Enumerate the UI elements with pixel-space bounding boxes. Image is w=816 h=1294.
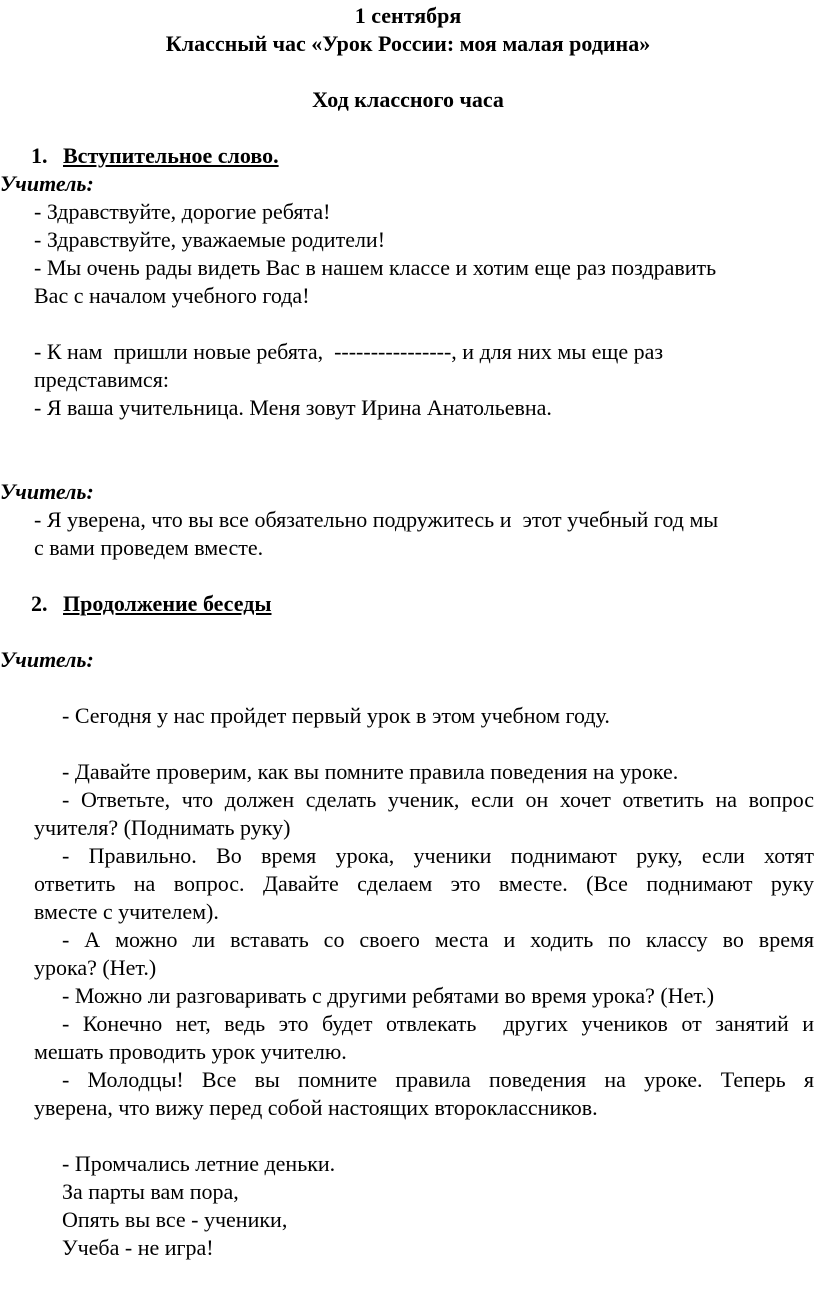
text-line: - Мы очень рады видеть Вас в нашем классе и хотим еще раз поздравить [34,255,717,280]
text-line: уверена, что вижу перед собой настоящих второклассников. [34,1095,598,1120]
text-line: - Можно ли разговаривать с другими ребятами во время урока? (Нет.) [62,983,715,1008]
document-subtitle: Ход классного часа [312,87,504,112]
text-line: представимся: [34,367,169,392]
speaker-label: Учитель: [0,479,94,504]
speaker-label: Учитель: [0,647,94,672]
text-line: - Здравствуйте, уважаемые родители! [34,227,386,252]
poem-line: За парты вам пора, [62,1179,239,1204]
text-line: мешать проводить урок учителю. [34,1039,347,1064]
section-1-heading: Вступительное слово. [63,143,279,168]
text-line: с вами проведем вместе. [34,535,264,560]
document-title: Классный час «Урок России: моя малая родина» [165,31,651,56]
poem-line: - Промчались летние деньки. [62,1151,336,1176]
section-2-heading: Продолжение беседы [63,591,272,616]
speaker-label: Учитель: [0,171,94,196]
text-line: - Давайте проверим, как вы помните правила поведения на уроке. [62,759,679,784]
text-line: - Сегодня у нас пройдет первый урок в этом учебном году. [62,703,610,728]
text-line: - Я ваша учительница. Меня зовут Ирина Анатольевна. [34,395,552,420]
text-line: вместе с учителем). [34,899,219,924]
text-line: - Молодцы! Все вы помните правила поведения на уроке. Теперь я [62,1067,814,1092]
text-line: - Я уверена, что вы все обязательно подружитесь и этот учебный год мы [34,507,719,532]
text-line: - К нам пришли новые ребята, ----------------, и для них мы еще раз [34,339,664,364]
section-2-number: 2. [31,591,48,616]
poem-line: Учеба - не игра! [62,1235,214,1260]
text-line: - Конечно нет, ведь это будет отвлекать других учеников от занятий и [62,1011,814,1036]
text-line: - Правильно. Во время урока, ученики поднимают руку, если хотят [62,843,814,868]
text-line: - Здравствуйте, дорогие ребята! [34,199,331,224]
text-line: урока? (Нет.) [34,955,157,980]
text-line: Вас с началом учебного года! [34,283,310,308]
text-line: - А можно ли вставать со своего места и ходить по классу во время [62,927,814,952]
text-line: - Ответьте, что должен сделать ученик, если он хочет ответить на вопрос [62,787,814,812]
section-1-number: 1. [31,143,48,168]
text-line: ответить на вопрос. Давайте сделаем это вместе. (Все поднимают руку [34,871,814,896]
document-date: 1 сентября [354,3,462,28]
poem-line: Опять вы все - ученики, [62,1207,288,1232]
text-line: учителя? (Поднимать руку) [34,815,291,840]
